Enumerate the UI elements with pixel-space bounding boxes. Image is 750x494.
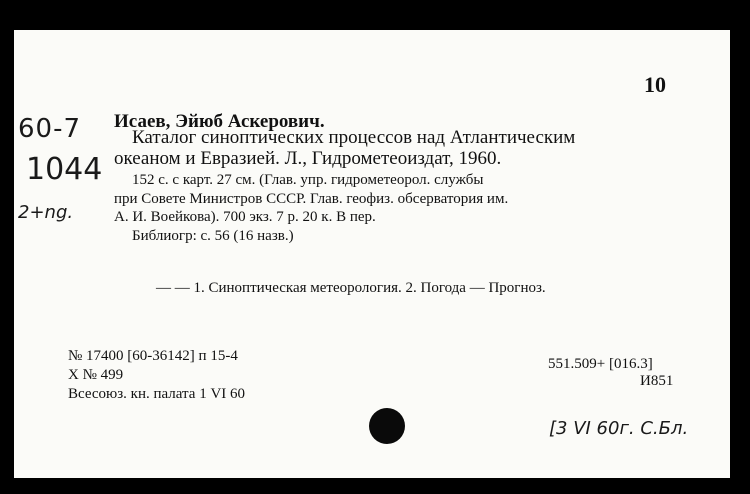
title-line-2: океаном и Евразией. Л., Гидрометеоиздат, 1960.: [114, 148, 502, 169]
record-line-3: Всесоюз. кн. палата 1 VI 60: [68, 386, 246, 402]
description-line-1: 152 с. с карт. 27 см. (Глав. упр. гидрометеорол. службы: [132, 172, 484, 188]
card-punch-hole: [369, 408, 405, 444]
catalog-card: [14, 30, 730, 478]
subject-headings: — — 1. Синоптическая метеорология. 2. Погода — Прогноз.: [156, 280, 546, 296]
classification-udc: 551.509+ [016.3]: [548, 356, 653, 372]
title-line-1: Каталог синоптических процессов над Атлантическим: [132, 127, 576, 148]
description-line-2: при Совете Министров СССР. Глав. геофиз. обсерватория им.: [114, 191, 509, 207]
classification-author-mark: И851: [640, 373, 674, 389]
card-number: 10: [644, 72, 666, 97]
record-line-1: № 17400 [60-36142] п 15-4: [68, 348, 238, 364]
record-line-2: X № 499: [68, 367, 124, 383]
bottom-handwriting: [3 VI 60г. С.Бл.: [549, 418, 689, 439]
description-line-3: А. И. Воейкова). 700 экз. 7 р. 20 к. В пер.: [114, 209, 376, 225]
handwritten-shelfmark-2: 1044: [26, 152, 103, 187]
bibliography: Библиогр: с. 56 (16 назв.): [132, 228, 294, 244]
handwritten-shelfmark-1: 60-7: [18, 114, 82, 144]
handwritten-note: 2+ng.: [18, 202, 74, 223]
author: Исаев, Эйюб Аскерович.: [114, 111, 325, 132]
